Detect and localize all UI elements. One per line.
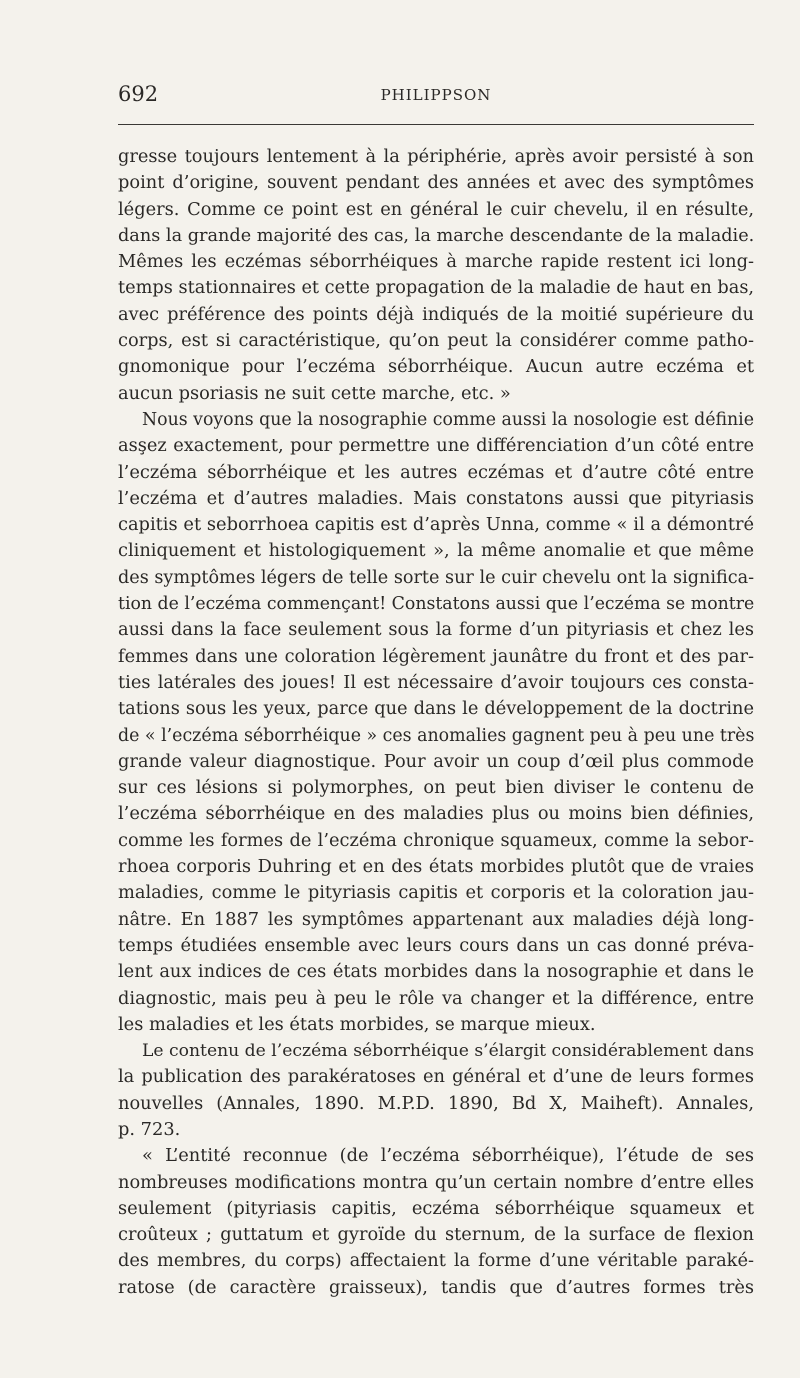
text-line: femmes dans une coloration légèrement jaunâtre du front et des par- (118, 645, 754, 667)
text-line: rhoea corporis Duhring et en des états morbides plutôt que de vraies (118, 856, 754, 878)
text-line: point d’origine, souvent pendant des années et avec des symptômes (118, 172, 754, 194)
text-line: nâtre. En 1887 les symptômes appartenant aux maladies déjà long- (118, 908, 754, 930)
running-title: PHILIPPSON (380, 86, 492, 104)
text-line: tations sous les yeux, parce que dans le développement de la doctrine (118, 698, 754, 720)
page-number: 692 (118, 82, 159, 106)
header-rule (118, 124, 754, 125)
text-line: dans la grande majorité des cas, la marche descendante de la maladie. (118, 225, 755, 246)
text-line: corps, est si caractéristique, qu’on peut la considérer comme patho- (118, 330, 754, 352)
text-line: l’eczéma et d’autres maladies. Mais constatons aussi que pityriasis (118, 487, 754, 509)
text-line: seulement (pityriasis capitis, eczéma séborrhéique squameux et (118, 1197, 754, 1219)
text-line: aucun psoriasis ne suit cette marche, etc. » (118, 382, 511, 404)
text-line: temps stationnaires et cette propagation de la maladie de haut en bas, (118, 278, 755, 299)
text-line: Nous voyons que la nosographie comme aussi la nosologie est définie (142, 409, 754, 430)
text-line: cliniquement et histologiquement », la même anomalie et que même (118, 540, 754, 562)
text-line: aussi dans la face seulement sous la forme d’un pityriasis et chez les (118, 619, 754, 641)
text-line: des symptômes légers de telle sorte sur le cuir chevelu ont la significa- (118, 567, 755, 588)
text-line: croûteux ; guttatum et gyroïde du sternum, de la surface de flexion (118, 1224, 754, 1246)
text-line: légers. Comme ce point est en général le cuir chevelu, il en résulte, (118, 198, 754, 220)
text-line: lent aux indices de ces états morbides dans la nosographie et dans le (118, 961, 754, 983)
text-line: capitis et seborrhoea capitis est d’après Unna, comme « il a démontré (118, 514, 754, 536)
text-line: ties latérales des joues! Il est nécessaire d’avoir toujours ces consta- (118, 671, 754, 693)
text-line: Mêmes les eczémas séborrhéiques à marche rapide restent ici long- (118, 251, 754, 273)
text-line: nouvelles (Annales, 1890. M.P.D. 1890, Bd X, Maiheft). Annales, (118, 1092, 754, 1114)
text-line: tion de l’eczéma commençant! Constatons aussi que l’eczéma se montre (118, 594, 755, 615)
text-line: des membres, du corps) affectaient la forme d’une véritable paraké- (118, 1250, 754, 1272)
text-line: les maladies et les états morbides, se marque mieux. (118, 1013, 596, 1035)
text-line: diagnostic, mais peu à peu le rôle va changer et la différence, entre (118, 987, 754, 1009)
page-header (118, 82, 754, 112)
text-line: ratose (de caractère graisseux), tandis que d’autres formes très (118, 1276, 754, 1298)
text-line: gresse toujours lentement à la périphérie, après avoir persisté à son (118, 146, 754, 167)
text-line: temps étudiées ensemble avec leurs cours dans un cas donné préva- (118, 934, 754, 956)
body-text (118, 144, 754, 1301)
text-line: comme les formes de l’eczéma chronique squameux, comme la sebor- (118, 829, 754, 851)
text-line: nombreuses modifications montra qu’un certain nombre d’entre elles (118, 1171, 754, 1193)
text-line: l’eczéma séborrhéique et les autres eczémas et d’autre côté entre (118, 461, 754, 483)
text-line: grande valeur diagnostique. Pour avoir un coup d’œil plus commode (118, 750, 754, 772)
text-line: gnomonique pour l’eczéma séborrhéique. Aucun autre eczéma et (118, 356, 754, 378)
text-line: la publication des parakératoses en général et d’une de leurs formes (118, 1066, 754, 1088)
text-line: sur ces lésions si polymorphes, on peut bien diviser le contenu de (118, 777, 754, 799)
text-line: p. 723. (118, 1118, 181, 1140)
text-line: maladies, comme le pityriasis capitis et corporis et la coloration jau- (118, 882, 754, 904)
text-line: l’eczéma séborrhéique en des maladies plus ou moins bien définies, (118, 803, 754, 825)
text-line: de « l’eczéma séborrhéique » ces anomalies gagnent peu à peu une très (118, 725, 755, 746)
text-line: « L’entité reconnue (de l’eczéma séborrhéique), l’étude de ses (142, 1145, 754, 1167)
text-line: asşez exactement, pour permettre une différenciation d’un côté entre (118, 435, 754, 457)
text-line: avec préférence des points déjà indiqués de la moitié supérieure du (118, 303, 754, 325)
text-line: Le contenu de l’eczéma séborrhéique s’élargit considérablement dans (142, 1041, 755, 1062)
